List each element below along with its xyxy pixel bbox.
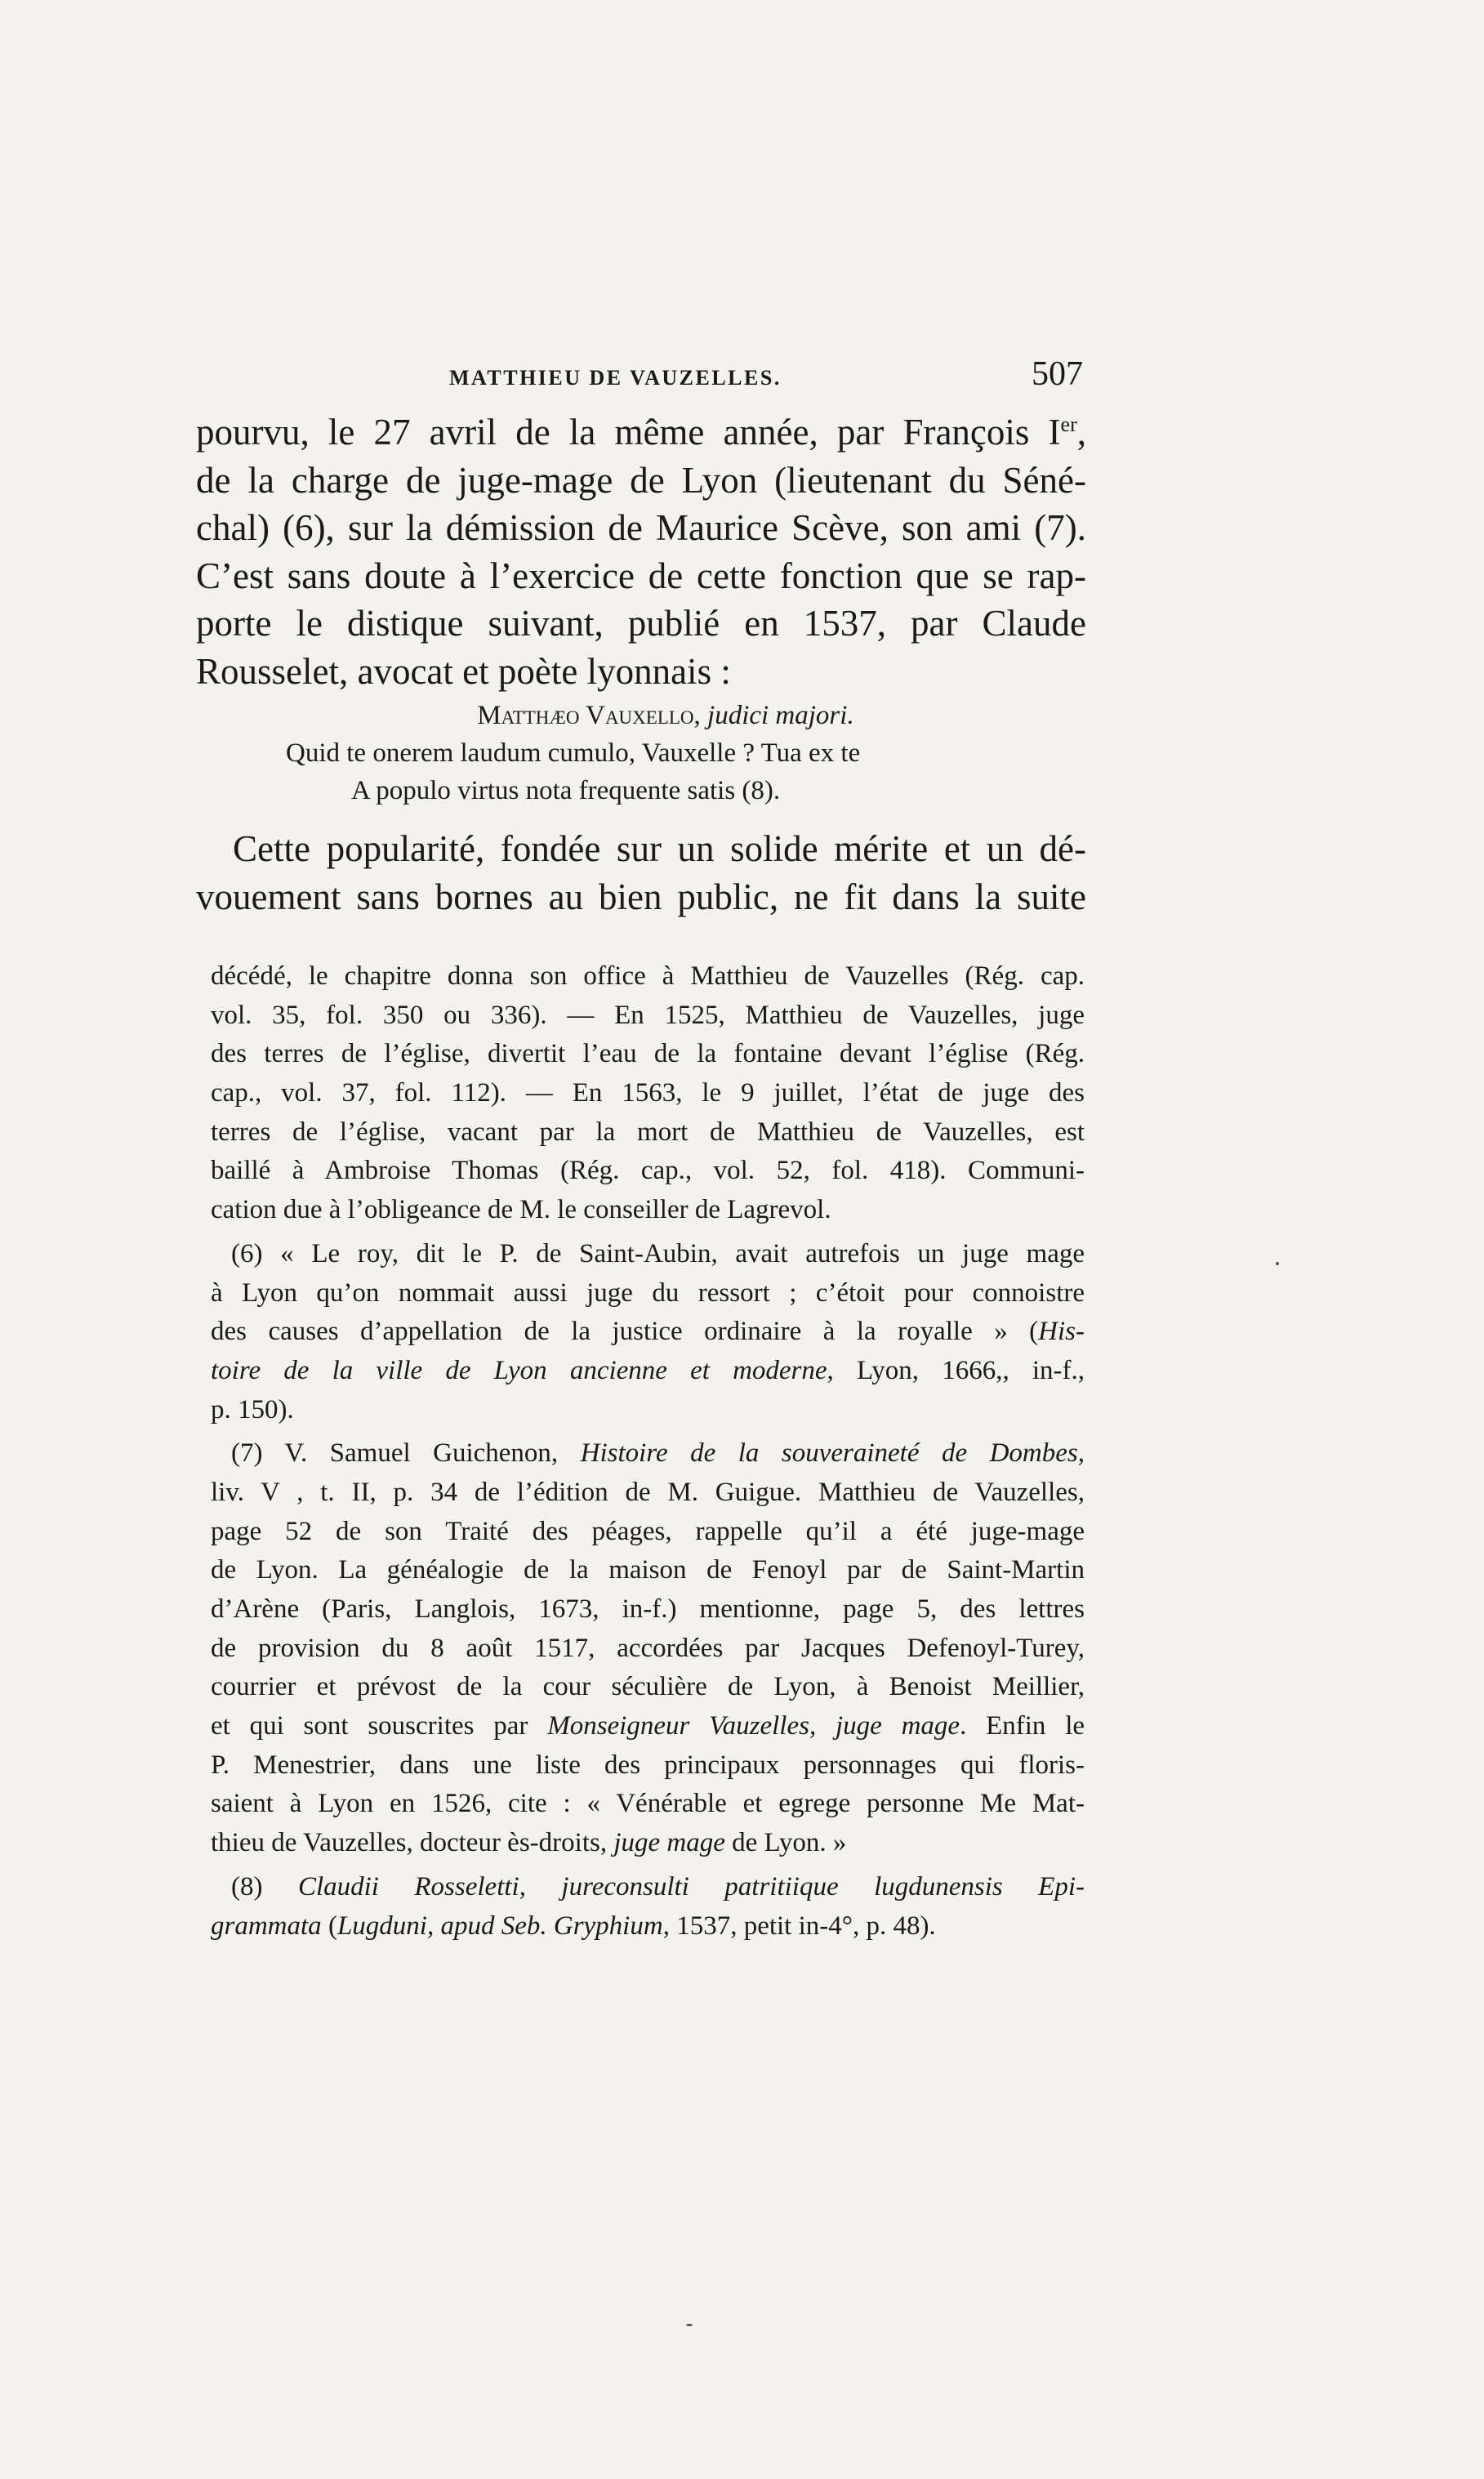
note6-line-5: p. 150).	[211, 1394, 294, 1425]
note8-line-2d: , 1537, petit in-4°, p. 48).	[662, 1911, 936, 1941]
page-number: 507	[1032, 355, 1083, 393]
note6-line-2: à Lyon qu’on nommait aussi juge du ressort ; c’étoit pour connoistre	[211, 1277, 1085, 1308]
note8-line-2a: grammata	[211, 1911, 322, 1941]
note8-line-2b: (	[321, 1911, 337, 1941]
note7-line-6: de provision du 8 août 1517, accordées par Jacques Defenoyl-Turey,	[211, 1633, 1085, 1663]
body-line-3: chal) (6), sur la démission de Maurice Scève, son ami (7).	[196, 507, 1086, 548]
body-line-5: porte le distique suivant, publié en 1537, par Claude	[196, 603, 1086, 644]
page-header	[196, 351, 1094, 400]
note5-line-1: décédé, le chapitre donna son office à Matthieu de Vauzelles (Rég. cap.	[211, 961, 1085, 991]
body2-line-1: Cette popularité, fondée sur un solide mérite et un dé-	[233, 828, 1086, 869]
note7-line-7: courrier et prévost de la cour séculière de Lyon, à Benoist Meillier,	[211, 1672, 1085, 1702]
note6-line-4a: toire de la ville de Lyon ancienne et moderne	[211, 1355, 827, 1385]
body-line-1-end: ,	[1076, 412, 1086, 453]
note7-line-11b: juge mage	[613, 1828, 725, 1858]
footnotes	[211, 957, 1085, 1946]
note6-line-3	[211, 1313, 1085, 1352]
note7-line-5: d’Arène (Paris, Langlois, 1673, in-f.) mentionne, page 5, des lettres	[211, 1594, 1085, 1624]
note6-line-3b: His-	[1038, 1317, 1085, 1347]
note6-line-4	[211, 1352, 1085, 1391]
note7-line-3: page 52 de son Traité des péages, rappelle qu’il a été juge-mage	[211, 1516, 1085, 1546]
distich-line-1: Quid te onerem laudum cumulo, Vauxelle ? Tua ex te	[286, 738, 861, 768]
body-line-4: C’est sans doute à l’exercice de cette fonction que se rap-	[196, 555, 1086, 596]
distich-title-name: Matthæo Vauxello,	[477, 701, 701, 730]
note8-line-2	[211, 1907, 1085, 1946]
body-line-2: de la charge de juge-mage de Lyon (lieutenant du Séné-	[196, 459, 1086, 501]
second-paragraph	[196, 825, 1086, 921]
note7-line-4: de Lyon. La généalogie de la maison de Fenoyl par de Saint-Martin	[211, 1555, 1085, 1585]
note6-line-4b: , Lyon, 1666,, in-f.,	[827, 1355, 1085, 1385]
note5-line-3: des terres de l’église, divertit l’eau de la fontaine devant l’église (Rég.	[211, 1039, 1085, 1069]
body-line-6: Rousselet, avocat et poète lyonnais :	[196, 650, 731, 692]
note7-line-10: saient à Lyon en 1526, cite : « Vénérable et egrege personne Me Mat-	[211, 1789, 1085, 1819]
note6-line-1: (6) « Le roy, dit le P. de Saint-Aubin, avait autrefois un juge mage	[231, 1238, 1085, 1268]
note8-line-2c: Lugduni, apud Seb. Gryphium	[336, 1911, 663, 1941]
note8-line-1b: Claudii Rosseletti, jureconsulti patritiique lugdunensis Epi-	[297, 1871, 1085, 1902]
main-paragraph	[196, 408, 1086, 695]
note7-line-2: liv. V , t. II, p. 34 de l’édition de M. Guigue. Matthieu de Vauzelles,	[211, 1477, 1085, 1507]
note8-line-1	[211, 1868, 1085, 1907]
ink-speck	[1276, 1262, 1279, 1265]
distich	[196, 697, 1086, 809]
note7-line-11	[211, 1824, 1085, 1863]
distich-title-italic: judici majori.	[707, 701, 854, 730]
note7-line-9: P. Menestrier, dans une liste des principaux personnages qui floris-	[211, 1750, 1085, 1780]
note8-line-1a: (8)	[231, 1871, 298, 1902]
body2-line-2: vouement sans bornes au bien public, ne fit dans la suite	[196, 876, 1086, 917]
note5-line-4: cap., vol. 37, fol. 112). — En 1563, le 9 juillet, l’état de juge des	[211, 1078, 1085, 1108]
distich-title	[196, 697, 1086, 734]
note7-line-11c: de Lyon. »	[724, 1828, 847, 1858]
distich-line-2: A populo virtus nota frequente satis (8).	[351, 776, 781, 805]
note7-line-8	[211, 1707, 1085, 1746]
note7-line-8c: . Enfin le	[960, 1711, 1085, 1741]
note6-line-3a: des causes d’appellation de la justice ordinaire à la royalle » (	[211, 1317, 1039, 1347]
note7-line-8b: Monseigneur Vauzelles, juge mage	[547, 1711, 960, 1741]
note7-line-8a: et qui sont souscrites par	[211, 1711, 548, 1741]
note7-line-1b: Histoire de la souveraineté de Dombes,	[580, 1438, 1085, 1469]
superscript-er: er	[1060, 412, 1077, 436]
note7-line-11a: thieu de Vauzelles, docteur ès-droits,	[211, 1828, 614, 1858]
note5-line-7: cation due à l’obligeance de M. le conseiller de Lagrevol.	[211, 1195, 831, 1225]
body-line-1-text: pourvu, le 27 avril de la même année, par François I	[196, 412, 1061, 453]
note7-line-1a: (7) V. Samuel Guichenon,	[231, 1438, 581, 1469]
ink-speck	[686, 2324, 693, 2326]
note5-line-5: terres de l’église, vacant par la mort de Matthieu de Vauzelles, est	[211, 1117, 1085, 1147]
note5-line-6: baillé à Ambroise Thomas (Rég. cap., vol. 52, fol. 418). Communi-	[211, 1156, 1085, 1186]
running-title: MATTHIEU DE VAUZELLES.	[449, 366, 782, 390]
body-line-1	[196, 408, 1086, 457]
note5-line-2: vol. 35, fol. 350 ou 336). — En 1525, Matthieu de Vauzelles, juge	[211, 1000, 1085, 1030]
note7-line-1	[211, 1434, 1085, 1474]
